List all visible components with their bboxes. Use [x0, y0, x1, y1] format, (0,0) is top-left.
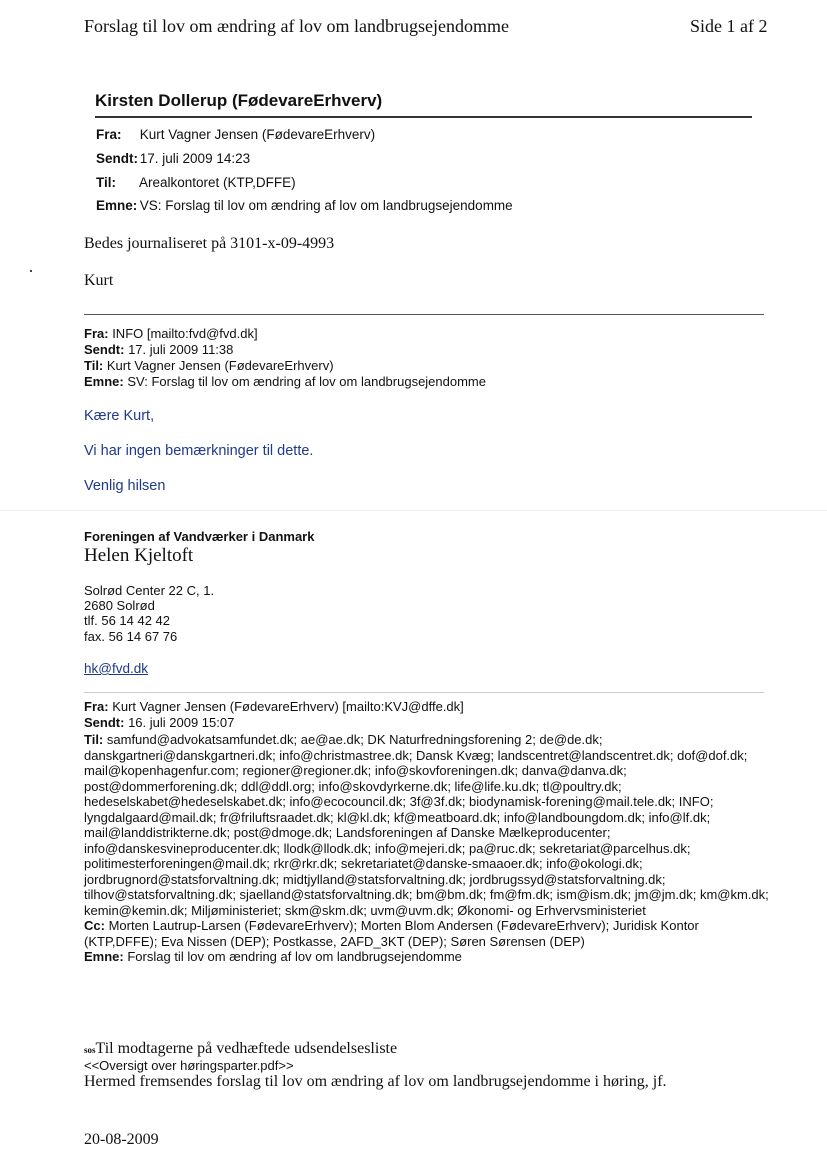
meta-subject-row [96, 198, 513, 213]
message-body-signoff: Kurt [84, 272, 114, 289]
signature-address1: Solrød Center 22 C, 1. [84, 583, 215, 598]
fwd1-body: Vi har ingen bemærkninger til dette. [84, 443, 314, 459]
fwd1-from-row [84, 326, 258, 341]
fwd1-sent-label: Sendt: [84, 342, 125, 357]
attachment-file: <<Oversigt over høringsparter.pdf>> [84, 1058, 294, 1073]
signature-name: Helen Kjeltoft [84, 545, 194, 566]
fwd2-cc-label: Cc: [84, 918, 105, 933]
fwd1-to-row [84, 358, 334, 373]
meta-to-label: Til: [96, 175, 116, 190]
fwd2-from-row [84, 699, 464, 714]
fwd2-from-value: Kurt Vagner Jensen (FødevareErhverv) [mailto:KVJ@dffe.dk] [112, 699, 464, 714]
fwd2-subject-value: Forslag til lov om ændring af lov om landbrugsejendomme [127, 949, 462, 964]
fwd2-to-block [84, 732, 774, 965]
attachment-body: Hermed fremsendes forslag til lov om ændring af lov om landbrugsejendomme i høring, jf. [84, 1073, 667, 1090]
signature-address2: 2680 Solrød [84, 598, 155, 613]
signature-email-link[interactable]: hk@fvd.dk [84, 661, 148, 676]
page-number: Side 1 af 2 [690, 16, 768, 36]
meta-to-value: Arealkontoret (KTP,DFFE) [139, 175, 296, 190]
fwd2-sent-row [84, 715, 234, 730]
fwd2-to-value: samfund@advokatsamfundet.dk; ae@ae.dk; DK Naturfredningsforening 2; de@de.dk; danskgartneri@danskgartneri.dk; info@christmastree.dk; Dansk Kvæg; landscentret@landscentret.dk; dof@dof.dk; mail@kopenhagenfur.com; regioner@regioner.dk; info@skovforeningen.dk; danva@danva.dk; post@dommerforening.dk; ddl@ddl.org; info@skovdyrkerne.dk; life@life.ku.dk; tl@poultry.dk; hedeselskabet@hedeselskabet.dk; info@ecocouncil.dk; 3f@3f.dk; biodynamisk-forening@mail.tele.dk; INFO; lyngdalgaard@mail.dk; fr@friluftsraadet.dk; kl@kl.dk; kf@meatboard.dk; info@landboungdom.dk; info@lf.dk; mail@landdistrikterne.dk; post@dmoge.dk; Landsforeningen af Danske Mælkeproducenter; info@danskesvineproducenter.dk; llodk@llodk.dk; info@mejeri.dk; pa@ruc.dk; sekretariat@parcelhus.dk; politimesterforeningen@mail.dk; rkr@rkr.dk; sekretariatet@danske-smaaoer.dk; info@okologi.dk; jordbrugnord@statsforvaltning.dk; midtjylland@statsforvaltning.dk; jordbrugssyd@statsforvaltning.dk; tilhov@statsforvaltning.dk; sjaelland@statsforvaltning.dk; bm@bm.dk; fm@fm.dk; ism@ism.dk; jm@jm.dk; km@km.dk; kemin@kemin.dk; Miljøministeriet; skm@skm.dk; uvm@uvm.dk; Økonomi- og Erhvervsministeriet [84, 732, 769, 918]
fwd1-closing: Venlig hilsen [84, 478, 166, 494]
message-body-line1: Bedes journaliseret på 3101-x-09-4993 [84, 235, 335, 252]
fwd1-sent-value: 17. juli 2009 11:38 [128, 342, 234, 357]
meta-sent-row [96, 151, 250, 166]
meta-from-value: Kurt Vagner Jensen (FødevareErhverv) [139, 127, 376, 142]
fwd1-subject-row [84, 374, 486, 389]
forward-divider-2 [84, 692, 764, 693]
signature-org: Foreningen af Vandværker i Danmark [84, 529, 315, 544]
scan-speck [30, 270, 32, 272]
signature-fax: fax. 56 14 67 76 [84, 629, 178, 644]
fwd2-subject-label: Emne: [84, 949, 124, 964]
fwd2-sent-value: 16. juli 2009 15:07 [128, 715, 235, 730]
meta-subject-label: Emne: [96, 198, 138, 213]
fwd1-sent-row [84, 342, 233, 357]
fwd2-from-label: Fra: [84, 699, 109, 714]
footer-date: 20-08-2009 [84, 1131, 159, 1148]
forward-divider-1 [84, 314, 764, 315]
attachment-intro-row [84, 1040, 397, 1058]
fwd1-subject-label: Emne: [84, 374, 124, 389]
sender-name: Kirsten Dollerup (FødevareErhverv) [95, 91, 383, 110]
meta-subject-value: VS: Forslag til lov om ændring af lov om landbrugsejendomme [139, 198, 513, 213]
header-divider [95, 116, 752, 118]
page-header-title: Forslag til lov om ændring af lov om landbrugsejendomme [84, 16, 509, 36]
fwd1-from-value: INFO [mailto:fvd@fvd.dk] [112, 326, 258, 341]
attachment-intro: Til modtagerne på vedhæftede udsendelsesliste [95, 1040, 398, 1057]
signature-phone: tlf. 56 14 42 42 [84, 613, 171, 628]
meta-sent-label: Sendt: [96, 151, 138, 166]
fwd2-cc-value: Morten Lautrup-Larsen (FødevareErhverv); Morten Blom Andersen (FødevareErhverv); Juridisk Kontor (KTP,DFFE); Eva Nissen (DEP); Postkasse, 2AFD_3KT (DEP); Søren Sørensen (DEP) [84, 918, 699, 949]
fwd2-to-label: Til: [84, 732, 104, 747]
meta-from-row [96, 127, 375, 142]
fwd1-to-label: Til: [84, 358, 104, 373]
fwd2-sent-label: Sendt: [84, 715, 125, 730]
attachment-prefix: sos [84, 1045, 96, 1055]
fwd1-subject-value: SV: Forslag til lov om ændring af lov om landbrugsejendomme [127, 374, 486, 389]
fwd1-to-value: Kurt Vagner Jensen (FødevareErhverv) [106, 358, 334, 373]
meta-to-row [96, 175, 296, 190]
fwd1-from-label: Fra: [84, 326, 109, 341]
meta-from-label: Fra: [96, 127, 122, 142]
scan-fold-line [0, 510, 827, 511]
fwd1-greeting: Kære Kurt, [84, 408, 155, 424]
meta-sent-value: 17. juli 2009 14:23 [139, 151, 251, 166]
